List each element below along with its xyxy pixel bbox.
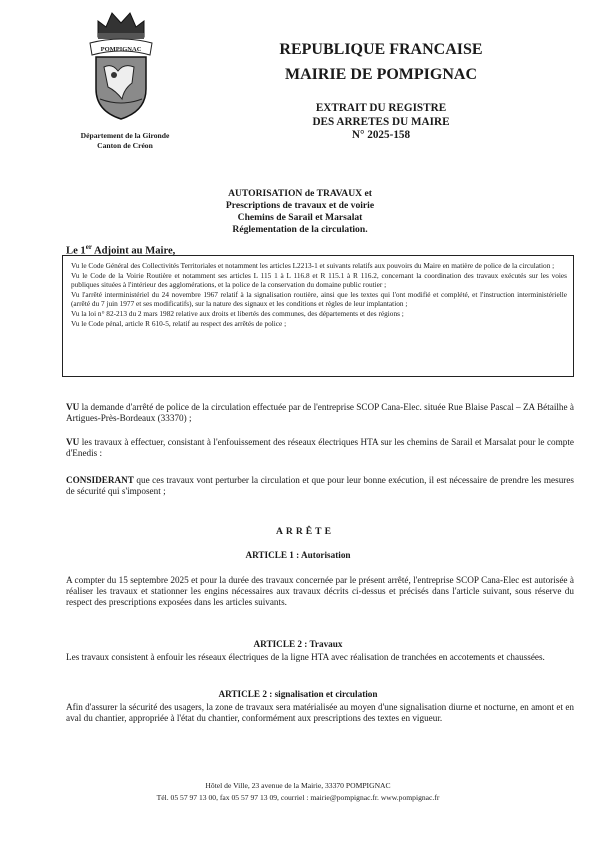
legal-ref: Vu l'arrêté interministériel du 24 novembre 1967 relatif à la signalisation routière, ainsi que les textes qui l'ont modifié et complété, et l'instruction interministérielle (arrêté du 7 juin 1977 et ses modificatifs), sur la nature des signaux et les conditions et règles de leur implantation ;	[71, 289, 567, 309]
coat-of-arms-logo	[88, 7, 154, 123]
mairie-title: MAIRIE DE POMPIGNAC	[285, 66, 477, 83]
signatory-superscript: er	[85, 243, 92, 251]
article-3-title: ARTICLE 2 : signalisation et circulation	[218, 689, 378, 699]
recital-text: la demande d'arrêté de police de la circulation effectuée par de l'entreprise SCOP Cana-Elec. située Rue Blaise Pascal – ZA Bétailhe à Artigues-Près-Bordeaux (33370) ;	[66, 402, 574, 424]
recital-works	[66, 437, 574, 459]
article-2-title: ARTICLE 2 : Travaux	[253, 639, 343, 649]
legal-ref: Vu le Code pénal, article R 610-5, relatif au respect des arrêtés de police ;	[71, 318, 287, 328]
article-2-text: Les travaux consistent à enfouir les réseaux électriques de la ligne HTA avec réalisation de tranchées en accotements et chaussées.	[66, 652, 545, 662]
canton-name: Canton de Créon	[97, 141, 153, 150]
article-3-text: Afin d'assurer la sécurité des usagers, la zone de travaux sera matérialisée au moyen d'une signalisation diurne et nocturne, en amont et en aval du chantier, appropriée à l'état du chantier, conformément aux prescriptions des textes en vigueur.	[66, 702, 574, 724]
decree-number: N° 2025-158	[351, 129, 411, 141]
recital-text: que ces travaux vont perturber la circulation et que pour leur bonne exécution, il est nécessaire de prendre les mesures de sécurité qui s'imposent ;	[66, 475, 574, 497]
recital-request	[66, 402, 574, 424]
legal-references-box	[62, 255, 574, 377]
article-1-title: ARTICLE 1 : Autorisation	[245, 550, 351, 560]
legal-ref: Vu le Code Général des Collectivités Territoriales et notamment les articles L2213-1 et suivants relatifs aux pouvoirs du Maire en matière de police de la circulation ;	[71, 261, 555, 270]
signatory-suffix: Adjoint au Maire,	[91, 245, 176, 257]
legal-ref: Vu le Code de la Voirie Routière et notamment ses articles L 115 1 à L 116.8 et R 115.1 à R 116.2, concernant la coordination des travaux exécutés sur les voies publiques situées à l'intérieur des agglomérations, et la police de la conservation du domaine public routier ;	[71, 270, 567, 290]
recital-text: les travaux à effectuer, consistant à l'enfouissement des réseaux électriques HTA sur les chemins de Sarail et Marsalat pour le compte d'Enedis :	[66, 437, 574, 459]
recital-lead: VU	[66, 402, 80, 412]
extract-line-2: DES ARRETES DU MAIRE	[312, 115, 450, 128]
footer-contact: Tél. 05 57 97 13 00, fax 05 57 97 13 09, courriel : mairie@pompignac.fr. www.pompignac.fr	[156, 792, 440, 802]
recital-considering	[66, 475, 574, 497]
republic-title: REPUBLIQUE FRANCAISE	[279, 41, 483, 58]
department-name: Département de la Gironde	[80, 131, 170, 140]
recital-lead: VU	[66, 437, 80, 447]
authority-heading	[236, 37, 526, 87]
register-heading	[256, 102, 506, 143]
subject-line-2: Prescriptions de travaux et de voirie	[225, 200, 375, 211]
article-1-text: A compter du 15 septembre 2025 et pour la durée des travaux concernée par le présent arrêté, l'entreprise SCOP Cana-Elec est autorisée à réaliser les travaux et stationner les engins nécessaires aux travaux décrits ci-dessus et précisés dans l'article suivant, sous réserve du respect des prescriptions exposées dans les articles suivants.	[66, 575, 574, 608]
arrete-heading: ARRÊTE	[276, 526, 334, 537]
extract-line-1: EXTRAIT DU REGISTRE	[315, 102, 447, 114]
signatory-prefix: Le 1	[66, 245, 86, 257]
subject-line-3: Chemins de Sarail et Marsalat	[237, 212, 363, 223]
subject-line-1: AUTORISATION de TRAVAUX et	[228, 188, 372, 199]
subject-line-4: Réglementation de la circulation.	[232, 224, 368, 235]
decree-subject	[200, 188, 400, 236]
footer	[0, 780, 596, 803]
footer-address: Hôtel de Ville, 23 avenue de la Mairie, 33370 POMPIGNAC	[205, 781, 391, 790]
recital-lead: CONSIDERANT	[66, 475, 134, 485]
department-block	[60, 131, 190, 151]
logo-lettering: POMPIGNAC	[100, 46, 142, 53]
legal-ref: Vu la loi n° 82-213 du 2 mars 1982 relative aux droits et libertés des communes, des départements et des régions ;	[71, 308, 404, 318]
